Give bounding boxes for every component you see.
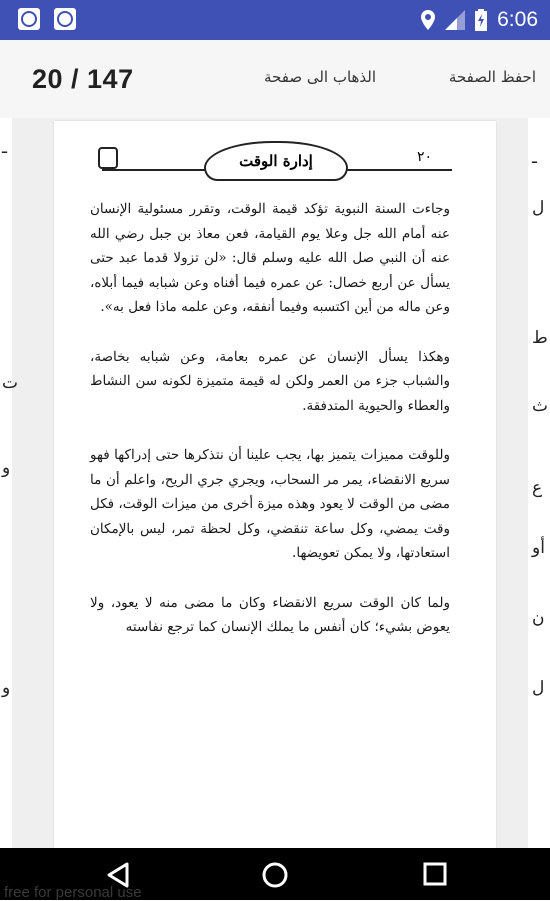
header-ornament [98,147,118,169]
page-body [90,197,450,665]
paragraph: وجاءت السنة النبوية تؤكد قيمة الوقت، وتقرر مسئولية الإنسان عنه أمام الله جل وعلا يوم القيامة، فعن معاذ بن جبل رضي الله عنه أن النبي صل الله عليه وسلم قال: «لن تزولا قدما عبد حتى يسأل عن أربع خصال: عن عمره فيما أفناه وعن شبابه فيما أبلاه، وعن ماله من أين اكتسبه وفيما أنفقه، وعن علمه ماذا فعل به». [90,201,450,315]
chapter-title: إدارة الوقت [239,152,313,170]
paragraph: وهكذا يسأل الإنسان عن عمره بعامة، وعن شبابه بخاصة، والشباب جزء من العمر ولكن له قيمة متميزة لكونه سن النشاط والعطاء والحيوية المتدفقة. [90,348,450,414]
page-viewer[interactable] [0,118,550,848]
location-icon [421,10,435,30]
book-page [54,121,496,848]
book-page-number: ٢٠ [416,149,432,165]
status-bar-system [421,0,538,40]
goto-page-button[interactable]: الذهاب الى صفحة [264,68,377,86]
clock-time: 6:06 [497,8,538,31]
previous-page-edge[interactable]: ـ ت و و [0,118,12,848]
status-bar-notifications [18,8,76,30]
page-counter: 20 / 147 [32,64,134,94]
notification-icon [18,8,40,30]
app-toolbar [0,40,550,118]
chapter-banner [204,141,348,181]
recent-apps-icon[interactable] [423,862,447,886]
status-bar [0,0,550,40]
paragraph: ولما كان الوقت سريع الانقضاء وكان ما مضى منه لا يعود، ولا يعوض بشيء؛ كان أنفس ما يملك الإنسان كما ترجع نفاسته [90,594,450,635]
paragraph: وللوقت مميزات يتميز بها، يجب علينا أن نتذكرها حتى إدراكها فهو سريع الانقضاء، يمر مر السحاب، ويجري جري الريح، واعلم أن ما مضى من الوقت لا يعود وهذه ميزة أخرى من ميزات الوقت، فكل وقت يمضي، وكل ساعة تنقضي، وكل لحظة تمر، ليس بالإمكان استعادتها، ولا يمكن تعويضها. [90,447,450,561]
notification-icon [54,8,76,30]
home-icon[interactable] [262,862,288,888]
battery-charging-icon [475,9,487,31]
signal-icon [445,10,465,30]
next-page-edge[interactable]: ـ ل ط ث ع أو ن ل [528,118,550,848]
save-page-button[interactable]: احفظ الصفحة [448,68,536,86]
watermark: free for personal use [4,884,142,901]
